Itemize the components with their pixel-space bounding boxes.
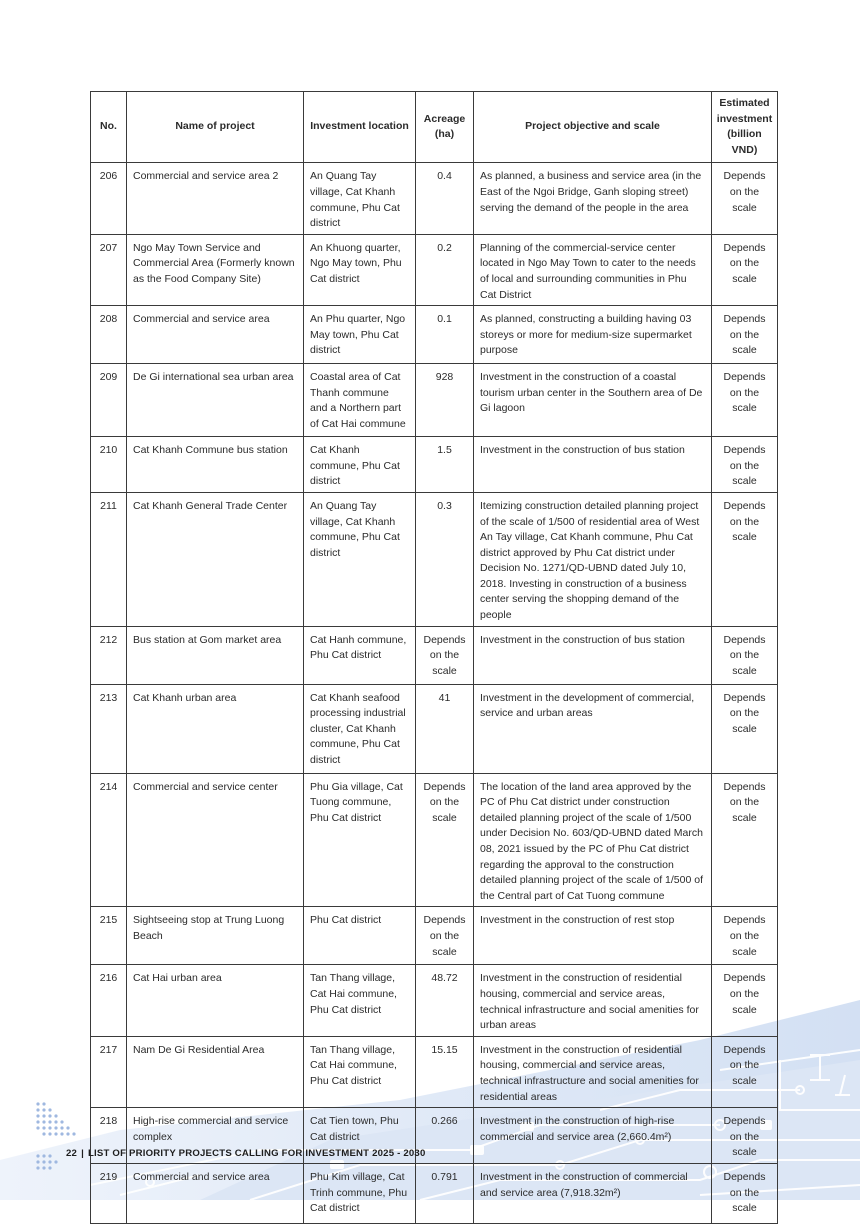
cell-investment: Depends on the scale xyxy=(712,1163,778,1223)
cell-no: 211 xyxy=(91,492,127,626)
cell-investment: Depends on the scale xyxy=(712,163,778,234)
header-location: Investment location xyxy=(304,92,416,163)
cell-objective: The location of the land area approved by the PC of Phu Cat district under construction detailed planning project of the scale of 1/500 under Decision No. 603/QD-UBND dated March 08, 2021 issued by the PC of Phu Cat district regarding the approval to the construction detailed planning project of the scale of 1/500 of the Central part of Cat Tuong commune xyxy=(474,773,712,907)
cell-acreage: Depends on the scale xyxy=(416,773,474,907)
cell-acreage: 0.791 xyxy=(416,1163,474,1223)
cell-objective: Itemizing construction detailed planning project of the scale of 1/500 of residential area of West An Tay village, Cat Khanh commune, Phu Cat district approved by Phu Cat district under Decision No. 1271/QD-UBND dated July 10, 2018. Investing in construction of a business center serving the shopping demand of the people xyxy=(474,492,712,626)
cell-objective: Investment in the construction of bus station xyxy=(474,437,712,493)
cell-name: Ngo May Town Service and Commercial Area (Formerly known as the Food Company Site) xyxy=(127,234,304,305)
cell-acreage: 928 xyxy=(416,364,474,437)
page-footer xyxy=(66,1148,426,1159)
cell-objective: Investment in the development of commercial, service and urban areas xyxy=(474,684,712,773)
cell-investment: Depends on the scale xyxy=(712,1108,778,1164)
cell-acreage: 15.15 xyxy=(416,1036,474,1107)
cell-acreage: 0.3 xyxy=(416,492,474,626)
cell-no: 208 xyxy=(91,306,127,364)
cell-no: 209 xyxy=(91,364,127,437)
cell-objective: Investment in the construction of residential housing, commercial and service areas, technical infrastructure and social amenities for urban areas xyxy=(474,965,712,1036)
table-row xyxy=(91,163,778,234)
cell-name: Sightseeing stop at Trung Luong Beach xyxy=(127,907,304,965)
cell-investment: Depends on the scale xyxy=(712,492,778,626)
cell-investment: Depends on the scale xyxy=(712,234,778,305)
cell-objective: Investment in the construction of commercial and service area (7,918.32m²) xyxy=(474,1163,712,1223)
table-row xyxy=(91,492,778,626)
cell-location: Phu Kim village, Cat Trinh commune, Phu Cat district xyxy=(304,1163,416,1223)
cell-objective: Investment in the construction of residential housing, commercial and service areas, technical infrastructure and social amenities for residential areas xyxy=(474,1036,712,1107)
header-investment: Estimated investment (billion VND) xyxy=(712,92,778,163)
header-objective: Project objective and scale xyxy=(474,92,712,163)
cell-investment: Depends on the scale xyxy=(712,437,778,493)
header-no: No. xyxy=(91,92,127,163)
cell-name: Commercial and service center xyxy=(127,773,304,907)
cell-name: De Gi international sea urban area xyxy=(127,364,304,437)
cell-objective: Investment in the construction of bus station xyxy=(474,626,712,684)
cell-acreage: 0.266 xyxy=(416,1108,474,1164)
cell-location: An Khuong quarter, Ngo May town, Phu Cat district xyxy=(304,234,416,305)
cell-location: Phu Cat district xyxy=(304,907,416,965)
cell-investment: Depends on the scale xyxy=(712,1036,778,1107)
cell-investment: Depends on the scale xyxy=(712,626,778,684)
cell-name: Cat Khanh Commune bus station xyxy=(127,437,304,493)
table-header-row xyxy=(91,92,778,163)
cell-location: Cat Hanh commune, Phu Cat district xyxy=(304,626,416,684)
table-row xyxy=(91,306,778,364)
table-row xyxy=(91,626,778,684)
cell-location: An Quang Tay village, Cat Khanh commune, Phu Cat district xyxy=(304,163,416,234)
table-row xyxy=(91,234,778,305)
cell-name: Commercial and service area xyxy=(127,306,304,364)
cell-acreage: 0.2 xyxy=(416,234,474,305)
cell-name: High-rise commercial and service complex xyxy=(127,1108,304,1164)
cell-investment: Depends on the scale xyxy=(712,364,778,437)
cell-no: 212 xyxy=(91,626,127,684)
cell-name: Commercial and service area 2 xyxy=(127,163,304,234)
cell-no: 216 xyxy=(91,965,127,1036)
cell-objective: Investment in the construction of high-rise commercial and service area (2,660.4m²) xyxy=(474,1108,712,1164)
cell-location: Cat Khanh seafood processing industrial cluster, Cat Khanh commune, Phu Cat district xyxy=(304,684,416,773)
cell-no: 206 xyxy=(91,163,127,234)
cell-name: Cat Khanh General Trade Center xyxy=(127,492,304,626)
cell-location: Phu Gia village, Cat Tuong commune, Phu Cat district xyxy=(304,773,416,907)
cell-no: 215 xyxy=(91,907,127,965)
cell-acreage: 48.72 xyxy=(416,965,474,1036)
cell-location: Cat Tien town, Phu Cat district xyxy=(304,1108,416,1164)
cell-acreage: Depends on the scale xyxy=(416,626,474,684)
cell-objective: As planned, a business and service area (in the East of the Ngoi Bridge, Ganh sloping street) serving the demand of the people in the area xyxy=(474,163,712,234)
cell-no: 210 xyxy=(91,437,127,493)
cell-no: 207 xyxy=(91,234,127,305)
table-row xyxy=(91,773,778,907)
table-row xyxy=(91,437,778,493)
cell-objective: Investment in the construction of a coastal tourism urban center in the Southern area of De Gi lagoon xyxy=(474,364,712,437)
cell-no: 217 xyxy=(91,1036,127,1107)
table-row xyxy=(91,684,778,773)
cell-location: An Quang Tay village, Cat Khanh commune, Phu Cat district xyxy=(304,492,416,626)
cell-objective: Investment in the construction of rest stop xyxy=(474,907,712,965)
cell-no: 219 xyxy=(91,1163,127,1223)
cell-location: An Phu quarter, Ngo May town, Phu Cat district xyxy=(304,306,416,364)
cell-acreage: 0.1 xyxy=(416,306,474,364)
cell-investment: Depends on the scale xyxy=(712,907,778,965)
table-body xyxy=(91,163,778,1224)
cell-acreage: Depends on the scale xyxy=(416,907,474,965)
cell-no: 214 xyxy=(91,773,127,907)
table-row xyxy=(91,1036,778,1107)
cell-location: Coastal area of Cat Thanh commune and a Northern part of Cat Hai commune xyxy=(304,364,416,437)
cell-name: Bus station at Gom market area xyxy=(127,626,304,684)
cell-location: Cat Khanh commune, Phu Cat district xyxy=(304,437,416,493)
dot-grid-decoration xyxy=(30,1098,80,1178)
cell-investment: Depends on the scale xyxy=(712,773,778,907)
cell-name: Commercial and service area xyxy=(127,1163,304,1223)
cell-acreage: 1.5 xyxy=(416,437,474,493)
header-acreage: Acreage (ha) xyxy=(416,92,474,163)
projects-table xyxy=(87,91,778,1224)
cell-investment: Depends on the scale xyxy=(712,306,778,364)
cell-investment: Depends on the scale xyxy=(712,965,778,1036)
cell-objective: As planned, constructing a building having 03 storeys or more for medium-size supermarket purpose xyxy=(474,306,712,364)
cell-name: Nam De Gi Residential Area xyxy=(127,1036,304,1107)
table-row xyxy=(91,364,778,437)
cell-no: 213 xyxy=(91,684,127,773)
cell-investment: Depends on the scale xyxy=(712,684,778,773)
cell-location: Tan Thang village, Cat Hai commune, Phu Cat district xyxy=(304,965,416,1036)
footer-title: LIST OF PRIORITY PROJECTS CALLING FOR INVESTMENT 2025 - 2030 xyxy=(87,1148,426,1159)
table-row xyxy=(91,907,778,965)
table-row xyxy=(91,1163,778,1223)
page-number: 22 xyxy=(66,1148,78,1159)
footer-separator: | xyxy=(81,1148,84,1159)
cell-name: Cat Hai urban area xyxy=(127,965,304,1036)
cell-objective: Planning of the commercial-service center located in Ngo May Town to cater to the needs of local and surrounding communities in Phu Cat District xyxy=(474,234,712,305)
cell-location: Tan Thang village, Cat Hai commune, Phu Cat district xyxy=(304,1036,416,1107)
header-name: Name of project xyxy=(127,92,304,163)
cell-acreage: 0.4 xyxy=(416,163,474,234)
cell-no: 218 xyxy=(91,1108,127,1164)
cell-acreage: 41 xyxy=(416,684,474,773)
table-row xyxy=(91,965,778,1036)
cell-name: Cat Khanh urban area xyxy=(127,684,304,773)
